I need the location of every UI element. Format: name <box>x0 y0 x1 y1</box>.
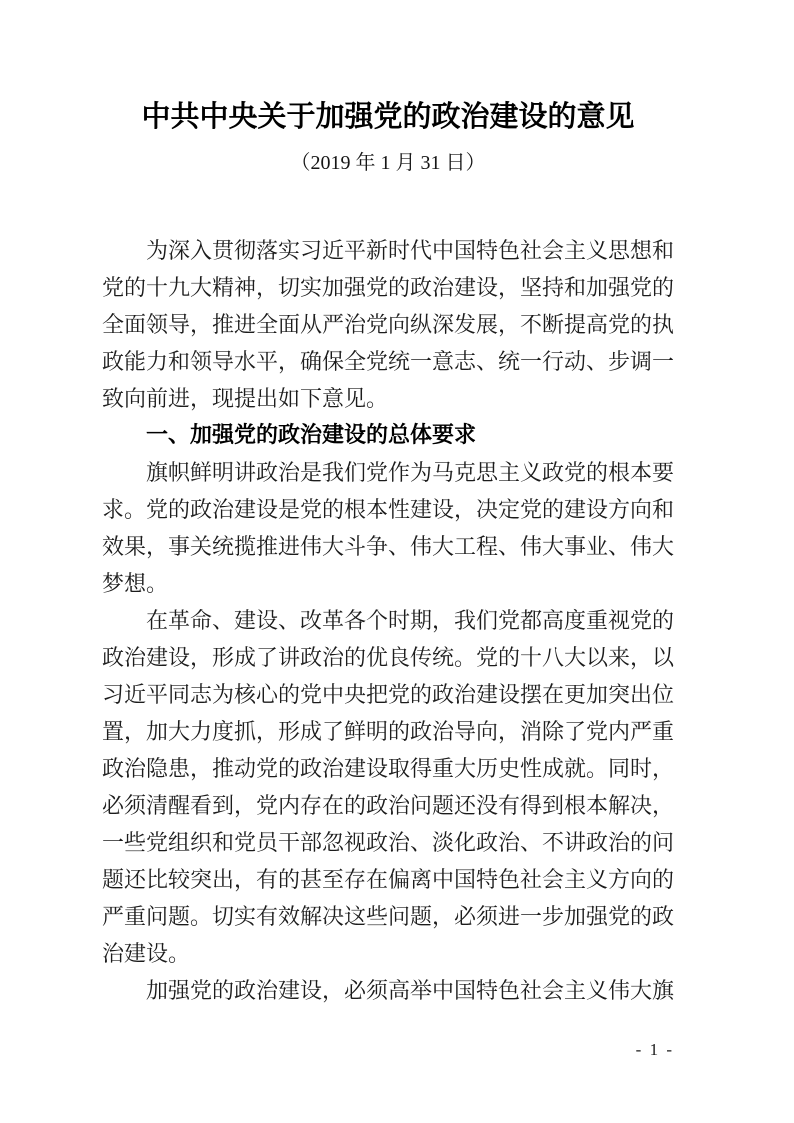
paragraph-intro: 为深入贯彻落实习近平新时代中国特色社会主义思想和党的十九大精神，切实加强党的政治建设，坚持和加强党的全面领导，推进全面从严治党向纵深发展，不断提高党的执政能力和领导水平，确保全党统一意志、统一行动、步调一致向前进，现提出如下意见。 <box>102 238 675 411</box>
document-content <box>102 0 674 1009</box>
section-heading-1: 一、加强党的政治建设的总体要求 <box>146 423 477 448</box>
paragraph-4: 加强党的政治建设，必须高举中国特色社会主义伟大旗 <box>146 978 675 1003</box>
document-title: 中共中央关于加强党的政治建设的意见 <box>141 101 635 133</box>
document-date: （2019 年 1 月 31 日） <box>290 152 486 174</box>
document-body <box>102 232 674 1009</box>
paragraph-2: 旗帜鲜明讲政治是我们党作为马克思主义政党的根本要求。党的政治建设是党的根本性建设，决定党的建设方向和效果，事关统揽推进伟大斗争、伟大工程、伟大事业、伟大梦想。 <box>102 460 675 596</box>
paragraph-3: 在革命、建设、改革各个时期，我们党都高度重视党的政治建设，形成了讲政治的优良传统。党的十八大以来，以习近平同志为核心的党中央把党的政治建设摆在更加突出位置，加大力度抓，形成了鲜明的政治导向，消除了党内严重政治隐患，推动党的政治建设取得重大历史性成就。同时，必须清醒看到，党内存在的政治问题还没有得到根本解决，一些党组织和党员干部忽视政治、淡化政治、不讲政治的问题还比较突出，有的甚至存在偏离中国特色社会主义方向的严重问题。切实有效解决这些问题，必须进一步加强党的政治建设。 <box>102 608 675 966</box>
page-number: - 1 - <box>635 1040 674 1059</box>
